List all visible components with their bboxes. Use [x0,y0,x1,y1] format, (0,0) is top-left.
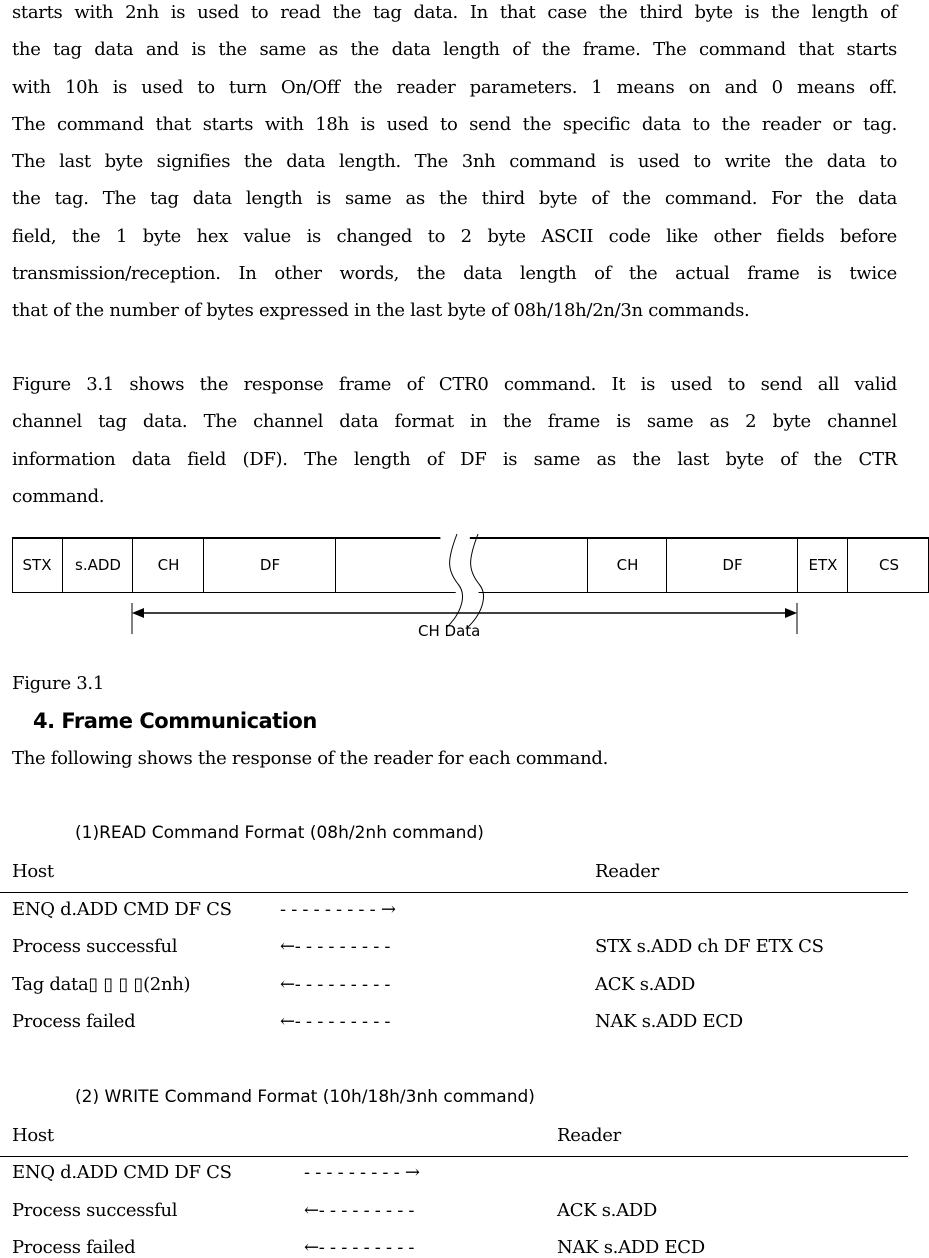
cell-df: DF [203,537,336,593]
reader-cell: ACK s.ADD [595,974,696,995]
reader-cell: NAK s.ADD ECD [557,1237,705,1258]
text-line: transmission/reception. In other words, the data length of the actual frame is twice [12,263,897,285]
arrow-right: - - - - - - - - - → [304,1162,420,1183]
cell-etx: ETX [797,537,848,593]
reader-cell: NAK s.ADD ECD [595,1011,743,1032]
text-line: The command that starts with 18h is used to send the specific data to the reader or tag. [12,113,897,135]
cell-stx: STX [22,556,52,574]
cell-s-add: s.ADD [62,537,133,593]
host-cell: Tag data▯ ▯ ▯ ▯(2nh) [12,974,191,995]
host-cell: Process successful [12,936,178,957]
arrow-left: ←- - - - - - - - - [304,1200,415,1221]
section-intro: The following shows the response of the reader for each command. [12,748,609,769]
text-line: The last byte signifies the data length. The 3nh command is used to write the data to [12,151,897,173]
reader-cell: ACK s.ADD [557,1200,658,1221]
host-cell: ENQ d.ADD CMD DF CS [12,1162,232,1183]
arrow-left: ←- - - - - - - - - [280,936,391,957]
arrow-left: ←- - - - - - - - - [280,974,391,995]
text-line: command. [12,485,105,507]
cell-df: DF [666,537,798,593]
paragraph-figure-description [12,366,897,515]
table-title: (1)READ Command Format (08h/2nh command) [75,823,484,843]
cell-ch: CH [132,537,204,593]
divider [0,892,908,893]
text-line: with 10h is used to turn On/Off the reader parameters. 1 means on and 0 means off. [12,76,897,98]
text-line: Figure 3.1 shows the response frame of CTR0 command. It is used to send all valid [12,374,897,395]
reader-header: Reader [557,1125,621,1146]
cell-ch: CH [587,537,667,593]
reader-cell: STX s.ADD ch DF ETX CS [595,936,824,957]
text-line: starts with 2nh is used to read the tag data. In that case the third byte is the length of [12,2,897,23]
divider [0,1156,908,1157]
cell-cs: CS [847,537,929,593]
paragraph-commands [12,0,897,330]
host-header: Host [12,1125,54,1146]
arrow-left: ←- - - - - - - - - [280,1011,391,1032]
text-line: the tag. The tag data length is same as the third byte of the command. For the data [12,188,897,210]
span-label: CH Data [418,622,481,640]
host-cell: Process successful [12,1200,178,1221]
figure-caption: Figure 3.1 [12,673,104,694]
text-line: channel tag data. The channel data format in the frame is same as 2 byte channel [12,411,897,433]
reader-header: Reader [595,861,659,882]
host-cell: Process failed [12,1237,136,1258]
host-cell: ENQ d.ADD CMD DF CS [12,899,232,920]
text-line: the tag data and is the same as the data length of the frame. The command that starts [12,39,897,61]
host-header: Host [12,861,54,882]
section-heading: 4. Frame Communication [33,709,317,733]
text-line: field, the 1 byte hex value is changed to 2 byte ASCII code like other fields before [12,225,897,247]
text-line: that of the number of bytes expressed in the last byte of 08h/18h/2n/3n commands. [12,300,750,322]
host-cell: Process failed [12,1011,136,1032]
text-line: information data field (DF). The length of DF is same as the last byte of the CTR [12,448,897,470]
table-title: (2) WRITE Command Format (10h/18h/3nh command) [75,1087,535,1107]
arrow-left: ←- - - - - - - - - [304,1237,415,1258]
arrow-right: - - - - - - - - - → [280,899,396,920]
